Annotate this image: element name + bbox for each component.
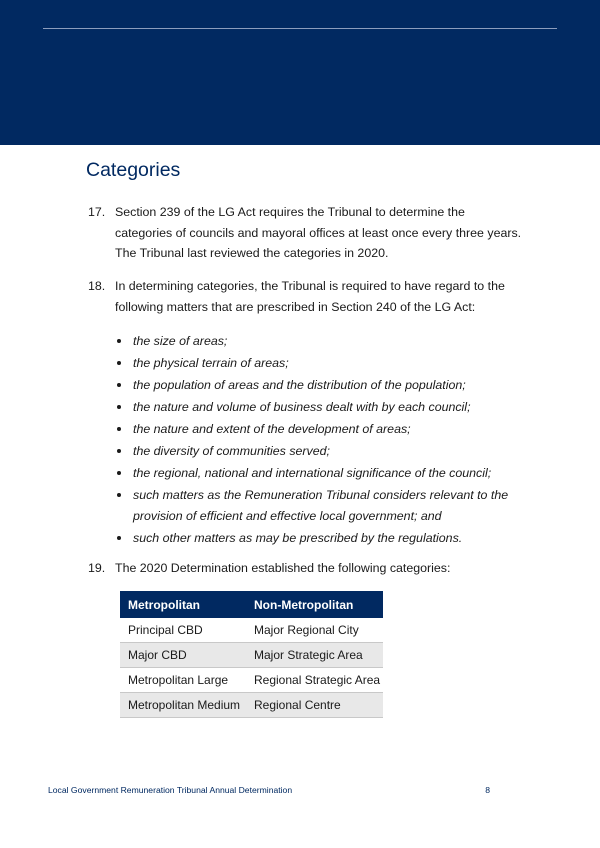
list-item: the physical terrain of areas;	[115, 353, 535, 374]
bullet-icon	[117, 361, 121, 365]
list-item: the diversity of communities served;	[115, 441, 535, 462]
table-cell: Regional Centre	[246, 693, 383, 718]
list-item: the size of areas;	[115, 331, 535, 352]
table-cell: Regional Strategic Area	[246, 668, 383, 693]
header-banner	[0, 0, 600, 145]
paragraph-text: In determining categories, the Tribunal is required to have regard to the following matters that are prescribed in Section 240 of the LG Act:	[115, 279, 505, 314]
paragraph-number: 18.	[88, 279, 106, 293]
list-item: such matters as the Remuneration Tribunal considers relevant to the provision of efficient and effective local government; and	[115, 485, 535, 526]
table-row	[120, 643, 383, 668]
table-cell: Metropolitan Medium	[120, 693, 246, 718]
bullet-icon	[117, 405, 121, 409]
column-header-non-metropolitan: Non-Metropolitan	[246, 591, 383, 618]
paragraph-text: The 2020 Determination established the following categories:	[115, 561, 451, 575]
prescribed-matters-list	[115, 331, 535, 550]
list-item: the nature and volume of business dealt with by each council;	[115, 397, 535, 418]
bullet-icon	[117, 427, 121, 431]
paragraph-text: Section 239 of the LG Act requires the Tribunal to determine the categories of councils and mayoral offices at least once every three years. The Tribunal last reviewed the categories in 2020.	[115, 205, 522, 260]
page-footer	[48, 785, 490, 795]
paragraph-number: 19.	[88, 561, 106, 575]
section-heading: Categories	[86, 159, 181, 181]
list-item: the population of areas and the distribution of the population;	[115, 375, 535, 396]
bullet-icon	[117, 493, 121, 497]
categories-table	[120, 591, 383, 718]
table-cell: Major Regional City	[246, 618, 383, 643]
table-cell: Principal CBD	[120, 618, 246, 643]
table-header-row	[120, 591, 383, 618]
bullet-icon	[117, 536, 121, 540]
list-item: the regional, national and international significance of the council;	[115, 463, 535, 484]
bullet-icon	[117, 339, 121, 343]
list-item: such other matters as may be prescribed by the regulations.	[115, 528, 535, 549]
paragraph-number: 17.	[88, 205, 106, 219]
banner-divider	[43, 28, 557, 29]
bullet-icon	[117, 449, 121, 453]
table-cell: Major Strategic Area	[246, 643, 383, 668]
page-number: 8	[485, 785, 490, 795]
bullet-icon	[117, 471, 121, 475]
table-cell: Major CBD	[120, 643, 246, 668]
table-row	[120, 668, 383, 693]
column-header-metropolitan: Metropolitan	[120, 591, 246, 618]
table-row	[120, 618, 383, 643]
table-cell: Metropolitan Large	[120, 668, 246, 693]
list-item: the nature and extent of the development of areas;	[115, 419, 535, 440]
table-row	[120, 693, 383, 718]
footer-title: Local Government Remuneration Tribunal Annual Determination	[48, 785, 293, 795]
bullet-icon	[117, 383, 121, 387]
